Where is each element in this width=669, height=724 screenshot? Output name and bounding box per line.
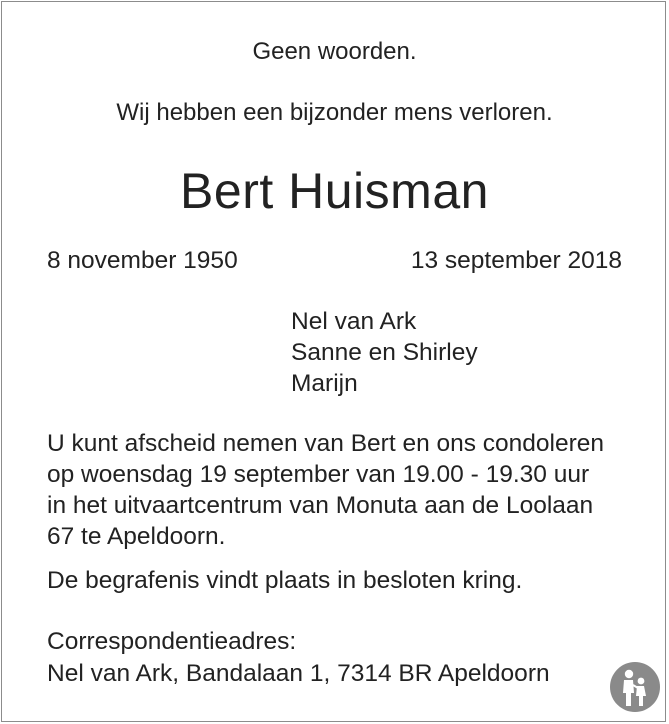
intro-line-1: Geen woorden. [252, 38, 417, 65]
farewell-line: in het uitvaartcentrum van Monuta aan de Loolaan [47, 492, 594, 519]
family-member: Nel van Ark [291, 308, 417, 335]
death-date: 13 september 2018 [410, 247, 622, 274]
correspondence-address: Nel van Ark, Bandalaan 1, 7314 BR Apeldoorn [47, 660, 550, 687]
farewell-line: 67 te Apeldoorn. [47, 523, 226, 550]
farewell-line: U kunt afscheid nemen van Bert en ons condoleren [47, 430, 605, 457]
birth-date: 8 november 1950 [47, 247, 238, 274]
family-member: Marijn [291, 370, 358, 397]
deceased-name: Bert Huisman [180, 163, 489, 219]
intro-line-2: Wij hebben een bijzonder mens verloren. [116, 99, 553, 126]
farewell-line: op woensdag 19 september van 19.00 - 19.30 uur [47, 461, 590, 488]
funeral-note: De begrafenis vindt plaats in besloten kring. [47, 567, 523, 594]
correspondence-label: Correspondentieadres: [47, 628, 297, 655]
family-member: Sanne en Shirley [291, 339, 478, 366]
mourning-figures-icon [609, 661, 661, 713]
